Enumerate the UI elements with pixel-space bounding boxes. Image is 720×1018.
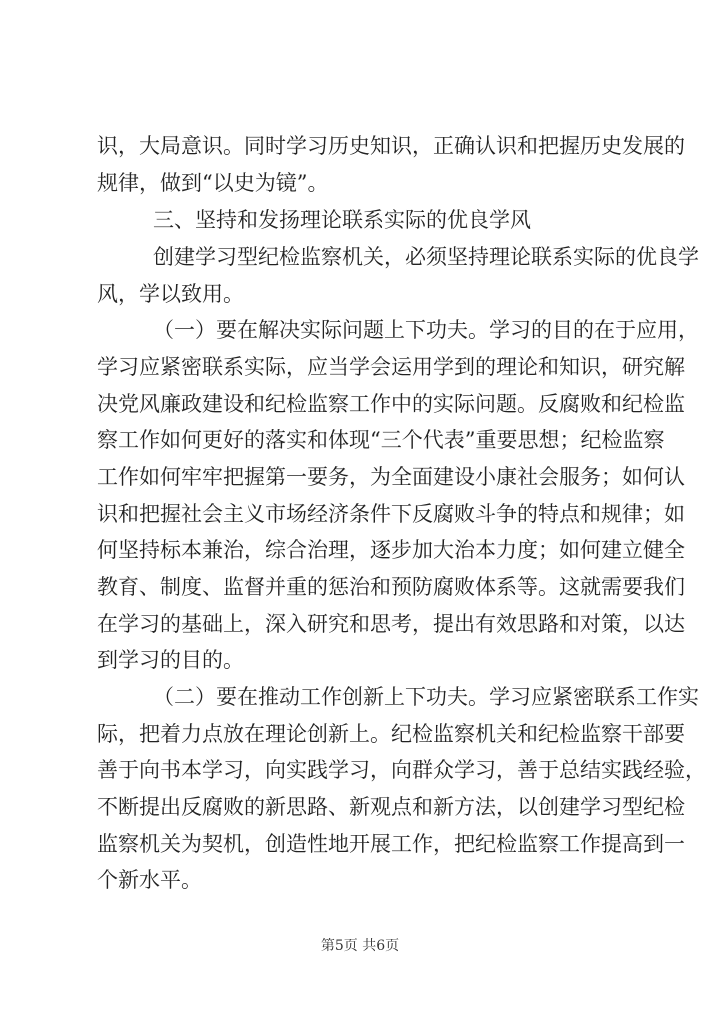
text-line: 规律，做到“以史为镜”。 <box>97 171 329 195</box>
text-line: 个新水平。 <box>97 868 202 892</box>
text-line: 善于向书本学习，向实践学习，向群众学习，善于总结实践经验， <box>97 758 706 782</box>
text-line: 教育、制度、监督并重的惩治和预防腐败体系等。这就需要我们 <box>97 575 685 599</box>
text-line: 不断提出反腐败的新思路、新观点和新方法，以创建学习型纪检 <box>97 795 685 819</box>
text-line: 何坚持标本兼治，综合治理，逐步加大治本力度；如何建立健全 <box>97 538 685 562</box>
text-line: 际，把着力点放在理论创新上。纪检监察机关和纪检监察干部要 <box>97 722 685 746</box>
text-line: 监察机关为契机，创造性地开展工作，把纪检监察工作提高到一 <box>97 832 685 856</box>
page-number-footer: 第5页 共6页 <box>320 938 400 954</box>
text-line: 识和把握社会主义市场经济条件下反腐败斗争的特点和规律；如 <box>97 502 685 526</box>
text-line: 工作如何牢牢把握第一要务，为全面建设小康社会服务；如何认 <box>97 465 685 489</box>
text-line: 到学习的目的。 <box>97 648 244 672</box>
text-line: 风，学以致用。 <box>97 282 244 306</box>
subsection-heading-line: （一）要在解决实际问题上下功夫。学习的目的在于应用， <box>153 318 699 342</box>
text-line: 识，大局意识。同时学习历史知识，正确认识和把握历史发展的 <box>97 134 685 158</box>
text-line: 学习应紧密联系实际，应当学会运用学到的理论和知识，研究解 <box>97 355 685 379</box>
text-line: 创建学习型纪检监察机关，必须坚持理论联系实际的优良学 <box>153 245 699 269</box>
text-line: 决党风廉政建设和纪检监察工作中的实际问题。反腐败和纪检监 <box>97 392 685 416</box>
subsection-heading-line: （二）要在推动工作创新上下功夫。学习应紧密联系工作实 <box>153 685 699 709</box>
text-line: 在学习的基础上，深入研究和思考，提出有效思路和对策，以达 <box>97 612 685 636</box>
text-line: 察工作如何更好的落实和体现“三个代表”重要思想；纪检监察 <box>97 428 665 452</box>
section-heading: 三、坚持和发扬理论联系实际的优良学风 <box>153 208 531 232</box>
